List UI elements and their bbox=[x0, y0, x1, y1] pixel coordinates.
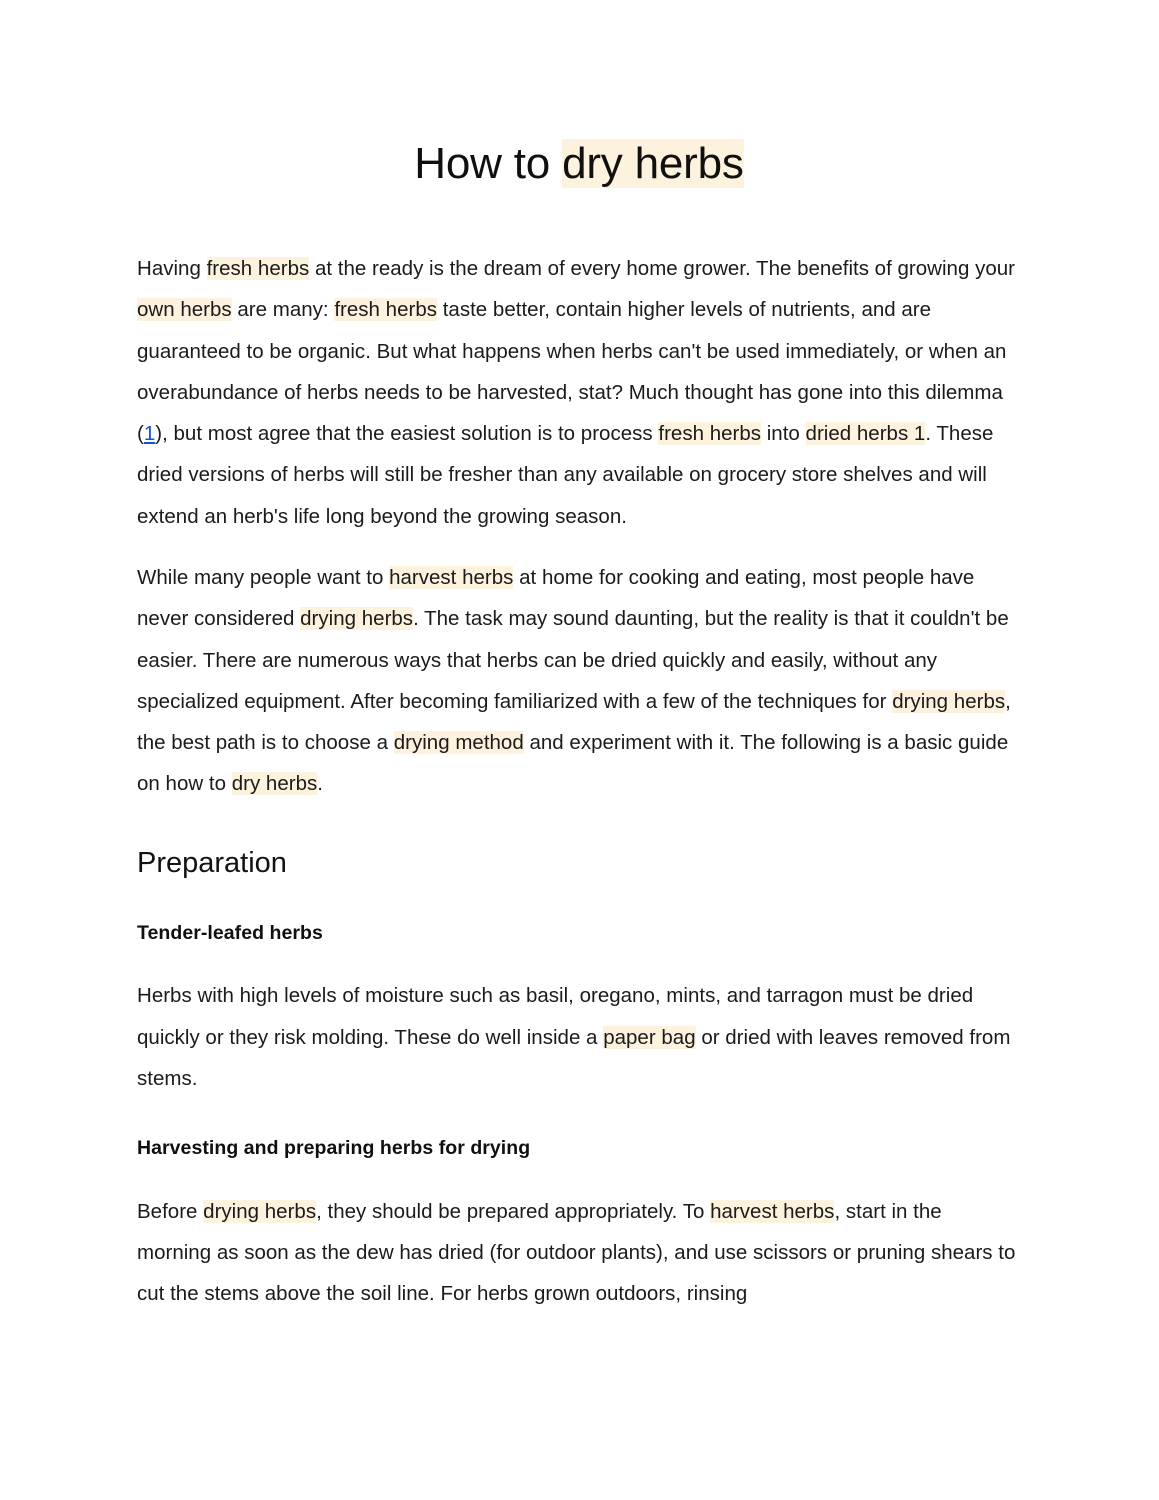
highlight-dry-herbs: dry herbs bbox=[231, 772, 318, 796]
highlight-drying-herbs-1: drying herbs bbox=[300, 607, 414, 631]
highlight-harvest-herbs-1: harvest herbs bbox=[389, 565, 514, 589]
intro-text-4: taste better, contain higher levels of nutrients, and are guaranteed to be organic. But what happens when herbs can't be used immediately, or when an overabundance of herbs needs to be harvested, stat? Much thought has gone into this dilemma ( bbox=[137, 298, 1007, 446]
intro-text-2: at the ready is the dream of every home grower. The benefits of growing your bbox=[309, 256, 1015, 280]
intro-text-6: into bbox=[761, 422, 806, 446]
harvesting-text-3: , start in the morning as soon as the dew has dried (for outdoor plants), and use scissors or pruning shears to cut the stems above the soil line. For herbs grown outdoors, rinsing bbox=[137, 1199, 1016, 1306]
second-text-4: , the best path is to choose a bbox=[137, 689, 1011, 755]
subheading-tender-leafed-herbs: Tender-leafed herbs bbox=[137, 922, 323, 945]
highlight-drying-herbs-3: drying herbs bbox=[203, 1199, 317, 1223]
second-text-6: . bbox=[317, 772, 323, 796]
second-text-1: While many people want to bbox=[137, 565, 390, 589]
highlight-paper-bag: paper bag bbox=[603, 1025, 696, 1049]
page-title-highlight: dry herbs bbox=[562, 139, 744, 188]
page-title-plain: How to bbox=[414, 139, 563, 188]
intro-text-3: are many: bbox=[231, 298, 335, 322]
highlight-own-herbs: own herbs bbox=[137, 298, 232, 322]
intro-text-1: Having bbox=[137, 256, 207, 280]
tender-text-2: or dried with leaves removed from stems. bbox=[137, 1025, 1011, 1090]
section-heading-preparation: Preparation bbox=[137, 846, 287, 879]
second-text-3: . The task may sound daunting, but the reality is that it couldn't be easier. There are numerous ways that herbs can be dried quickly and easily, without any specialized equipment. After becoming familiarized with a few of the techniques for bbox=[137, 607, 1009, 713]
second-text-5: and experiment with it. The following is a basic guide on how to bbox=[137, 731, 1009, 796]
paragraph-intro bbox=[137, 248, 1021, 537]
harvesting-text-1: Before bbox=[137, 1199, 204, 1223]
intro-text-7: . These dried versions of herbs will still be fresher than any available on grocery store shelves and will extend an herb's life long beyond the growing season. bbox=[137, 422, 994, 528]
tender-text-1: Herbs with high levels of moisture such as basil, oregano, mints, and tarragon must be dried quickly or they risk molding. These do well inside a bbox=[137, 984, 974, 1049]
document-content bbox=[137, 0, 1021, 1334]
highlight-fresh-herbs-3: fresh herbs bbox=[658, 422, 762, 446]
highlight-drying-method: drying method bbox=[393, 731, 524, 755]
subheading-harvesting-preparing: Harvesting and preparing herbs for drying bbox=[137, 1137, 531, 1160]
highlight-drying-herbs-2: drying herbs bbox=[892, 689, 1006, 713]
second-text-2: at home for cooking and eating, most people have never considered bbox=[137, 565, 975, 631]
highlight-harvest-herbs-2: harvest herbs bbox=[710, 1199, 835, 1223]
highlight-dried-herbs: dried herbs 1 bbox=[805, 422, 926, 446]
paragraph-tender-leafed bbox=[137, 975, 1021, 1099]
paragraph-harvesting bbox=[137, 1191, 1021, 1315]
intro-text-5: ), but most agree that the easiest solution is to process bbox=[155, 422, 659, 446]
paragraph-second bbox=[137, 557, 1021, 805]
highlight-fresh-herbs-1: fresh herbs bbox=[206, 256, 310, 280]
reference-link-1[interactable]: 1 bbox=[143, 422, 156, 446]
highlight-fresh-herbs-2: fresh herbs bbox=[334, 298, 438, 322]
harvesting-text-2: , they should be prepared appropriately. To bbox=[316, 1199, 711, 1223]
page-title bbox=[137, 0, 1021, 190]
